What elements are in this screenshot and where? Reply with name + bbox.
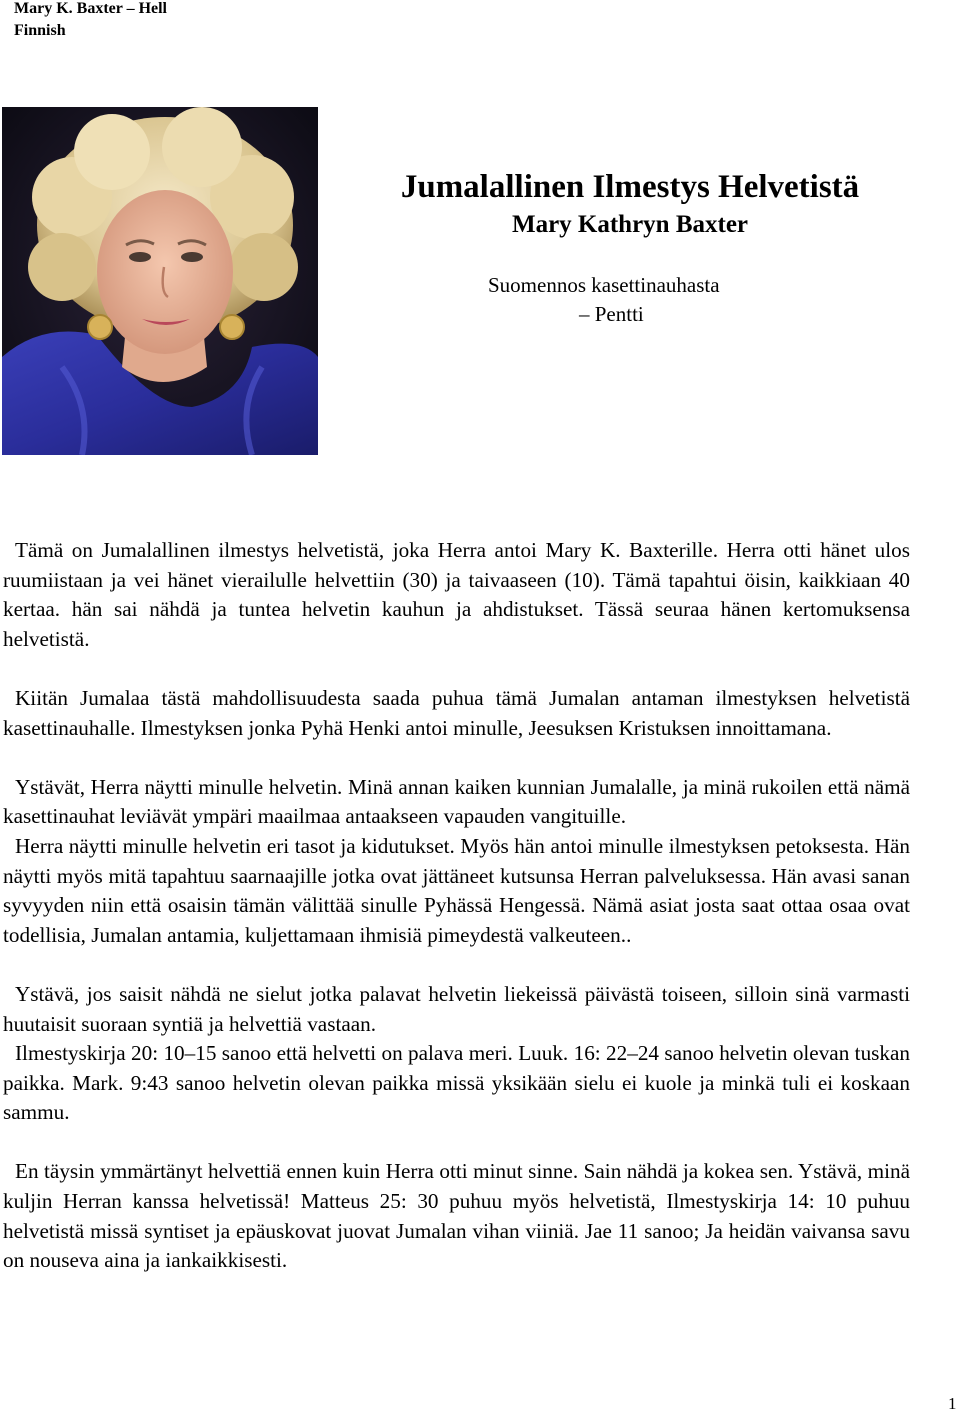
title-block [330,166,930,242]
paragraph: Ystävät, Herra näytti minulle helvetin. Minä annan kaiken kunnian Jumalalle, ja minä rukoilen että nämä kasettinauhat leviävät ympäri maailmaa antaakseen vapauden vangituille. [3,774,910,829]
paragraph: Herra näytti minulle helvetin eri tasot ja kidutukset. Myös hän antoi minulle ilmestyksen petoksesta. Hän näytti myös mitä tapahtuu saarnaajille jotka ovat jättäneet kutsunsa Herran palveluksessa. Hän avasi sanan syvyyden niin että osaisin tämän välittää sinulle Pyhässä Hengessä. Nämä asiat josta saat ottaa osaa ovat todellisia, Jumalan antamia, kuljettamaan ihmisiä pimeydestä valkeuteen.. [3,833,910,947]
paragraph: En täysin ymmärtänyt helvettiä ennen kuin Herra otti minut sinne. Sain nähdä ja kokea sen. Ystävä, minä kuljin Herran kanssa helvetissä! Matteus 25: 30 puhuu myös helvetistä, Ilmestyskirja 14: 10 puhuu helvetistä missä syntiset ja epäuskovat juovat Jumalan vihan viiniä. Jae 11 sanoo; Ja heidän vaivansa savu on nouseva aina ja iankaikkisesti. [3,1159,910,1273]
document-title: Jumalallinen Ilmestys Helvetistä [400,169,860,205]
author-portrait [2,107,318,455]
paragraph: Tämä on Jumalallinen ilmestys helvetistä, joka Herra antoi Mary K. Baxterille. Herra otti hänet ulos ruumiistaan ja vei hänet vierailulle helvettiin (30) ja taivaaseen (10). Tämä tapahtui öisin, kaikkiaan 40 kertaa. hän sai nähdä ja tuntea helvetin kauhun ja ahdistukset. Tässä seuraa hänen kertomuksensa helvetistä. [3,538,910,651]
paragraph: Kiitän Jumalaa tästä mahdollisuudesta saada puhua tämä Jumalan antaman ilmestyksen helvetistä kasettinauhalle. Ilmestyksen jonka Pyhä Henki antoi minulle, Jeesuksen Kristuksen innoittamana. [3,685,910,740]
paragraph: Ystävä, jos saisit nähdä ne sielut jotka palavat helvetin liekeissä päivästä toiseen, silloin sinä varmasti huutaisit suoraan syntiä ja helvettiä vastaan. [3,981,910,1036]
page-number: 1 [948,1394,957,1413]
translation-credit: Suomennos kasettinauhasta [488,273,720,297]
header-line-2: Finnish [14,22,66,39]
paragraph: Ilmestyskirja 20: 10–15 sanoo että helvetti on palava meri. Luuk. 16: 22–24 sanoo helvetin olevan tuskan paikka. Mark. 9:43 sanoo helvetin olevan paikka missä yksikään sielu ei kuole ja minkä tuli ei koskaan sammu. [3,1041,910,1125]
translator-name: – Pentti [579,302,644,326]
document-body [3,536,910,1276]
document-subtitle: Mary Kathryn Baxter [511,211,749,238]
document-header [14,0,167,42]
header-line-1: Mary K. Baxter – Hell [14,0,167,17]
